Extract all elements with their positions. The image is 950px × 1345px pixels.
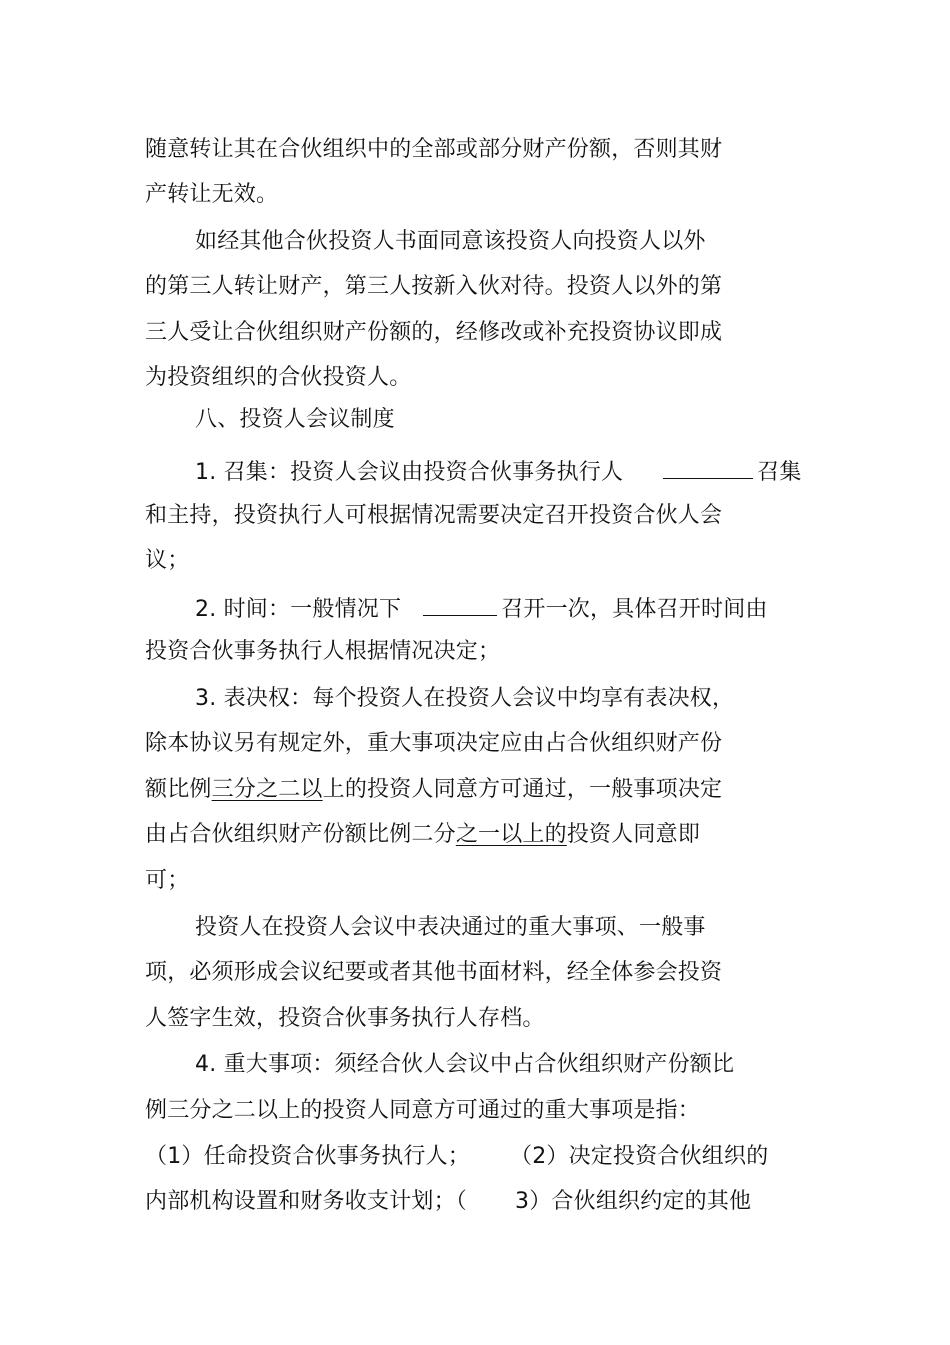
paragraph-line: 投资人在投资人会议中表决通过的重大事项、一般事 [195, 915, 706, 940]
paragraph-line: 三人受让合伙组织财产份额的，经修改或补充投资协议即成 [145, 320, 723, 345]
fill-in-blank [423, 587, 497, 616]
paragraph-line: 除本协议另有规定外，重大事项决定应由占合伙组织财产份 [145, 731, 723, 756]
paragraph-line: 和主持，投资执行人可根据情况需要决定召开投资合伙人会 [145, 503, 723, 528]
paragraph-line: 3. 表决权：每个投资人在投资人会议中均享有表决权， [195, 686, 735, 711]
line-text: 召集 [757, 460, 802, 485]
fill-in-blank [663, 450, 753, 479]
line-text: 1. 召集：投资人会议由投资合伙事务执行人 [195, 460, 624, 485]
underlined-text: 之一以上的 [455, 822, 567, 847]
paragraph-line: 随意转让其在合伙组织中的全部或部分财产份额，否则其财 [145, 137, 723, 162]
paragraph-line: 的第三人转让财产，第三人按新入伙对待。投资人以外的第 [145, 274, 723, 299]
line-text: 2. 时间：一般情况下 [195, 597, 402, 622]
paragraph-line [195, 450, 802, 490]
line-text: 内部机构设置和财务收支计划；（ [145, 1189, 468, 1214]
underlined-text: 三分之二以 [211, 777, 323, 802]
paragraph-line: 如经其他合伙投资人书面同意该投资人向投资人以外 [195, 229, 706, 254]
paragraph-line [145, 770, 722, 810]
line-text: 额比例 [145, 777, 212, 802]
paragraph-line [145, 1137, 768, 1177]
line-text: 召开一次，具体召开时间由 [501, 597, 768, 622]
line-text: 投资人同意即 [566, 822, 701, 847]
paragraph-line: 产转让无效。 [145, 182, 279, 207]
paragraph-line: 为投资组织的合伙投资人。 [145, 365, 412, 390]
line-text: 由占合伙组织财产份额比例二分 [145, 822, 456, 847]
paragraph-line: 人签字生效，投资合伙事务执行人存档。 [145, 1006, 545, 1031]
paragraph-line: 例三分之二以上的投资人同意方可通过的重大事项是指： [145, 1098, 701, 1123]
section-heading: 八、投资人会议制度 [195, 407, 395, 432]
paragraph-line: 投资合伙事务执行人根据情况决定； [145, 639, 501, 664]
line-text: （2）决定投资合伙组织的 [510, 1144, 769, 1169]
line-text: 上的投资人同意方可通过，一般事项决定 [322, 777, 723, 802]
paragraph-line [145, 1182, 751, 1222]
line-text: （1）任命投资合伙事务执行人； [145, 1144, 470, 1169]
paragraph-line: 项，必须形成会议纪要或者其他书面材料，经全体参会投资 [145, 960, 723, 985]
paragraph-line: 可； [145, 868, 190, 893]
paragraph-line: 4. 重大事项：须经合伙人会议中占合伙组织财产份额比 [195, 1052, 735, 1077]
paragraph-line [195, 587, 768, 627]
paragraph-line [145, 815, 700, 855]
paragraph-line: 议； [145, 548, 190, 573]
line-text: 3）合伙组织约定的其他 [515, 1189, 752, 1214]
